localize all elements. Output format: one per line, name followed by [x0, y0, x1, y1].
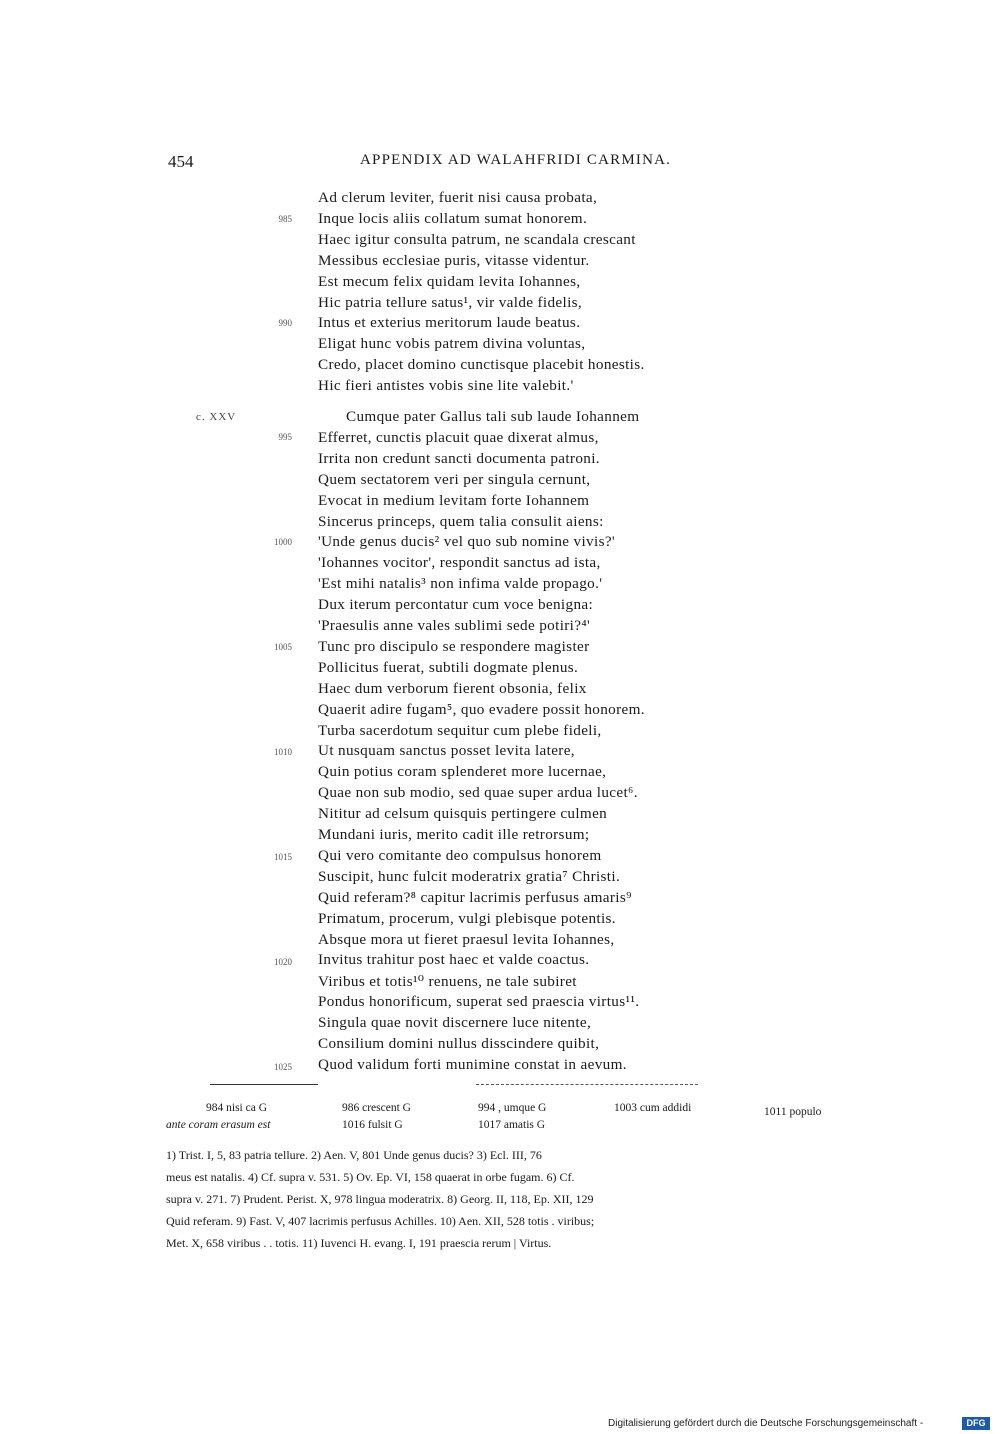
line-number: 995 [278, 432, 292, 442]
verse-line: Primatum, procerum, vulgi plebisque potentis. [318, 909, 616, 927]
line-number: 1000 [274, 537, 292, 547]
verse-line: Est mecum felix quidam levita Iohannes, [318, 272, 581, 290]
verse-line: 'Est mihi natalis³ non infima valde propago.' [318, 575, 603, 593]
verse-line: Sincerus princeps, quem talia consulit aiens: [318, 512, 604, 530]
verse-line: Absque mora ut fieret praesul levita Iohannes, [318, 930, 615, 948]
verse-line: Turba sacerdotum sequitur cum plebe fideli, [318, 721, 602, 739]
verse-line: Dux iterum percontatur cum voce benigna: [318, 596, 594, 614]
verse-line: Evocat in medium levitam forte Iohannem [318, 491, 590, 509]
line-number: 1015 [274, 852, 292, 862]
verse-line: Ut nusquam sanctus posset levita latere, [318, 742, 575, 760]
footnote-line: 1) Trist. I, 5, 83 patria tellure. 2) Aen. V, 801 Unde genus ducis? 3) Ecl. III, 76 [166, 1148, 542, 1162]
line-number: 1025 [274, 1062, 292, 1072]
verse-line: Qui vero comitante deo compulsus honorem [318, 846, 602, 864]
verse-line: Messibus ecclesiae puris, vitasse videntur. [318, 251, 590, 269]
apparatus-note: 994 , umque G [478, 1102, 547, 1114]
apparatus-note: 1003 cum addidi [614, 1102, 692, 1114]
verse-line: Eligat hunc vobis patrem divina voluntas, [318, 335, 586, 353]
footnote-line: meus est natalis. 4) Cf. supra v. 531. 5) Ov. Ep. VI, 158 quaerat in orbe fugam. 6) Cf. [166, 1170, 575, 1184]
apparatus-note: 1016 fulsit G [342, 1119, 403, 1131]
page-number: 454 [168, 152, 194, 171]
line-number: 985 [278, 214, 292, 224]
verse-line: Suscipit, hunc fulcit moderatrix gratia⁷ Christi. [318, 867, 621, 885]
verse-line: Quid referam?⁸ capitur lacrimis perfusus amaris⁹ [318, 888, 632, 906]
verse-line: Quem sectatorem veri per singula cernunt, [318, 470, 591, 488]
footnote-line: Met. X, 658 viribus . . totis. 11) Iuvenci H. evang. I, 191 praescia rerum | Virtus. [166, 1236, 552, 1250]
digitization-credit: Digitalisierung gefördert durch die Deutsche Forschungsgemeinschaft - [608, 1418, 924, 1429]
line-number: 1020 [274, 957, 292, 967]
footnote-line: supra v. 271. 7) Prudent. Perist. X, 978 lingua moderatrix. 8) Georg. II, 118, Ep. XII, 129 [166, 1192, 594, 1206]
verse-line: Inque locis aliis collatum sumat honorem. [318, 209, 588, 227]
verse-line: Quin potius coram splenderet more lucernae, [318, 763, 607, 781]
verse-line: Hic patria tellure satus¹, vir valde fidelis, [318, 293, 583, 311]
verse-line: Singula quae novit discernere luce nitente, [318, 1014, 592, 1032]
apparatus-note: ante coram erasum est [166, 1119, 271, 1131]
apparatus-note: 1011 populo [764, 1106, 822, 1118]
running-title: APPENDIX AD WALAHFRIDI CARMINA. [360, 152, 672, 168]
verse-line: Irrita non credunt sancti documenta patroni. [318, 449, 600, 467]
verse-line: 'Praesulis anne vales sublimi sede potiri?⁴' [318, 617, 591, 634]
verse-line: Tunc pro discipulo se respondere magister [318, 637, 590, 655]
apparatus-note: 1017 amatis G [478, 1119, 546, 1131]
verse-line: Pollicitus fuerat, subtili dogmate plenus. [318, 658, 579, 676]
apparatus-rule [210, 1084, 318, 1085]
verse-line: Invitus trahitur post haec et valde coactus. [318, 951, 590, 969]
verse-line: Haec dum verborum fierent obsonia, felix [318, 679, 587, 697]
apparatus-note: 986 crescent G [342, 1102, 411, 1114]
line-number: 1010 [274, 747, 292, 757]
chapter-marker: c. XXV [196, 411, 237, 423]
apparatus-rule-dashed [476, 1084, 698, 1085]
verse-line: Ad clerum leviter, fuerit nisi causa probata, [318, 189, 598, 206]
verse-line: Mundani iuris, merito cadit ille retrorsum; [318, 826, 590, 843]
verse-line: Efferret, cunctis placuit quae dixerat almus, [318, 428, 599, 446]
verse-line: Quod validum forti munimine constat in aevum. [318, 1055, 627, 1073]
verse-line: Pondus honorificum, superat sed praescia virtus¹¹. [318, 993, 640, 1011]
verse-line: Consilium domini nullus disscindere quibit, [318, 1035, 600, 1052]
footnote-line: Quid referam. 9) Fast. V, 407 lacrimis perfusus Achilles. 10) Aen. XII, 528 totis . viribus; [166, 1214, 595, 1228]
verse-line: Credo, placet domino cunctisque placebit honestis. [318, 356, 645, 374]
apparatus-note: 984 nisi ca G [206, 1102, 268, 1114]
verse-line: Nititur ad celsum quisquis pertingere culmen [318, 805, 608, 823]
verse-line: Viribus et totis¹⁰ renuens, ne tale subiret [318, 973, 577, 991]
verse-line: Haec igitur consulta patrum, ne scandala crescant [318, 230, 636, 248]
verse-line: 'Iohannes vocitor', respondit sanctus ad ista, [318, 554, 601, 572]
line-number: 1005 [274, 642, 292, 652]
line-number: 990 [278, 318, 292, 328]
verse-line: Hic fieri antistes vobis sine lite valebit.' [318, 377, 574, 395]
verse-line: Quaerit adire fugam⁵, quo evadere possit honorem. [318, 700, 645, 718]
verse-line: Intus et exterius meritorum laude beatus. [318, 314, 581, 332]
verse-line: 'Unde genus ducis² vel quo sub nomine vivis?' [318, 533, 616, 551]
verse-line: Quae non sub modio, sed quae super ardua lucet⁶. [318, 784, 638, 802]
verse-line: Cumque pater Gallus tali sub laude Iohannem [346, 408, 640, 425]
dfg-logo: DFG [962, 1417, 990, 1430]
